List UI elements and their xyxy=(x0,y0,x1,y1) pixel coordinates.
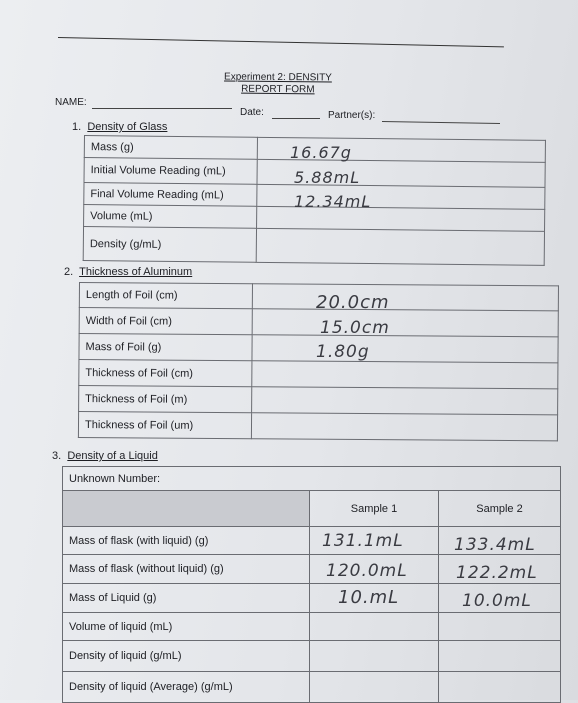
partners-field[interactable] xyxy=(382,121,500,124)
sample-1-header: Sample 1 xyxy=(310,491,439,527)
unknown-number-label: Unknown Number: xyxy=(69,472,161,485)
partners-label: Partner(s): xyxy=(328,110,376,121)
section-3-heading: 3. Density of a Liquid xyxy=(52,450,158,462)
name-field[interactable] xyxy=(92,108,232,109)
row-label: Mass of Foil (g) xyxy=(79,334,252,361)
row-label: Length of Foil (cm) xyxy=(79,283,252,309)
section-2-title: Thickness of Aluminum xyxy=(79,266,193,278)
row-label: Final Volume Reading (mL) xyxy=(84,183,257,207)
top-rule xyxy=(58,37,504,47)
value-cell[interactable] xyxy=(252,361,558,389)
glass-mass-value: 16.67g xyxy=(290,143,352,162)
s2-flask-without-liquid: 122.2mL xyxy=(456,563,538,583)
table-row xyxy=(78,412,557,441)
row-label: Density of liquid (Average) (g/mL) xyxy=(63,672,310,703)
experiment-title: Experiment 2: DENSITY xyxy=(224,71,332,84)
sample-1-cell[interactable] xyxy=(310,672,439,703)
value-cell[interactable] xyxy=(252,309,558,337)
form-title xyxy=(224,72,332,97)
value-cell[interactable] xyxy=(252,335,558,363)
report-form-title: REPORT FORM xyxy=(241,83,315,96)
sample-1-cell[interactable] xyxy=(310,613,439,641)
s2-liquid-mass: 10.0mL xyxy=(462,591,532,611)
foil-length-value: 20.0cm xyxy=(316,292,390,313)
value-cell[interactable] xyxy=(252,284,558,311)
row-label: Initial Volume Reading (mL) xyxy=(84,158,257,185)
glass-final-volume-value: 12.34mL xyxy=(294,192,372,211)
row-label: Mass (g) xyxy=(84,136,257,160)
sample-2-cell[interactable] xyxy=(439,641,561,672)
sample-2-cell[interactable] xyxy=(439,672,561,703)
row-label: Volume of liquid (mL) xyxy=(63,613,310,641)
row-label: Mass of flask (with liquid) (g) xyxy=(63,527,310,555)
row-label: Mass of flask (without liquid) (g) xyxy=(63,555,310,584)
liquid-density-table xyxy=(62,466,561,703)
section-2-heading: 2. Thickness of Aluminum xyxy=(64,266,193,278)
foil-mass-value: 1.80g xyxy=(316,342,370,362)
shaded-cell xyxy=(63,491,310,527)
row-label: Width of Foil (cm) xyxy=(79,308,252,335)
sample-2-cell[interactable] xyxy=(439,613,561,641)
table-row xyxy=(83,227,544,266)
table-row xyxy=(63,613,561,641)
table-row xyxy=(63,641,561,672)
value-cell[interactable] xyxy=(256,228,544,265)
section-1-heading: 1. Density of Glass xyxy=(72,121,168,133)
table-row xyxy=(79,360,558,389)
foil-width-value: 15.0cm xyxy=(320,318,390,338)
s1-flask-without-liquid: 120.0mL xyxy=(326,561,408,581)
unknown-number-cell[interactable] xyxy=(63,467,561,491)
s2-flask-with-liquid: 133.4mL xyxy=(454,535,536,555)
table-row xyxy=(63,467,561,491)
name-label: NAME: xyxy=(55,97,87,108)
row-label: Mass of Liquid (g) xyxy=(63,584,310,613)
row-label: Thickness of Foil (m) xyxy=(79,386,252,413)
section-1-title: Density of Glass xyxy=(87,121,168,133)
row-label: Density (g/mL) xyxy=(83,227,256,263)
table-row xyxy=(79,386,558,415)
sample-2-header: Sample 2 xyxy=(439,491,561,527)
row-label: Thickness of Foil (cm) xyxy=(79,360,252,387)
table-row xyxy=(63,672,561,703)
glass-initial-volume-value: 5.88mL xyxy=(294,168,361,187)
section-3-title: Density of a Liquid xyxy=(67,450,158,462)
table-row xyxy=(63,491,561,527)
date-label: Date: xyxy=(240,107,264,118)
value-cell[interactable] xyxy=(252,387,558,415)
s1-liquid-mass: 10.mL xyxy=(338,587,400,608)
row-label: Density of liquid (g/mL) xyxy=(63,641,310,672)
value-cell[interactable] xyxy=(251,413,557,441)
date-field[interactable] xyxy=(272,118,320,119)
sample-1-cell[interactable] xyxy=(310,641,439,672)
row-label: Volume (mL) xyxy=(84,205,257,229)
row-label: Thickness of Foil (um) xyxy=(78,412,251,439)
s1-flask-with-liquid: 131.1mL xyxy=(322,531,404,551)
